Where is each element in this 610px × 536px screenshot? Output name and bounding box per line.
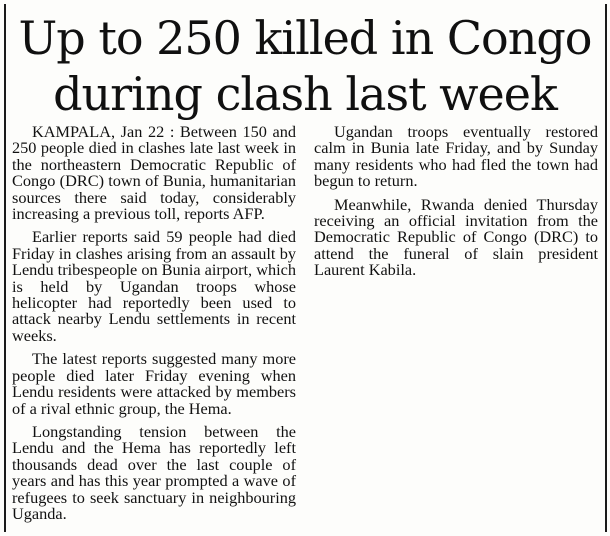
paragraph-3: The latest reports suggested many more people died later Friday evening when Lendu residents were attacked by members of a rival ethnic group, the Hema. <box>12 349 296 418</box>
headline: Up to 250 killed in Congo during clash last week <box>18 11 592 121</box>
left-column-rule <box>4 4 6 532</box>
paragraph-1-text: Between 150 and 250 people died in clashes late last week in the northeastern Democratic Republic of Congo (DRC) town of Bunia, humanitarian sources there said today, considerably increasing a previous toll, reports AFP. <box>12 122 296 224</box>
paragraph-1 <box>12 124 296 222</box>
article-body <box>12 124 598 534</box>
paragraph-4: Longstanding tension between the Lendu and the Hema has reportedly left thousands dead over the last couple of years and has this year prompted a wave of refugees to seek sanctuary in neighbouring Uganda. <box>12 421 296 523</box>
right-column-rule <box>605 4 607 532</box>
paragraph-6: Meanwhile, Rwanda denied Thursday receiving an official invitation from the Democratic Republic of Congo (DRC) to attend the funeral of slain president Laurent Kabila. <box>314 194 598 280</box>
dateline: KAMPALA, Jan 22 : <box>32 122 175 141</box>
paragraph-5: Ugandan troops eventually restored calm in Bunia late Friday, and by Sunday many residents who had fled the town had begun to return. <box>314 122 598 191</box>
paragraph-2: Earlier reports said 59 people had died Friday in clashes arising from an assault by Lendu tribespeople on Bunia airport, which is held by Ugandan troops whose helicopter had reportedly been used to attack nearby Lendu settlements in recent weeks. <box>12 227 296 345</box>
